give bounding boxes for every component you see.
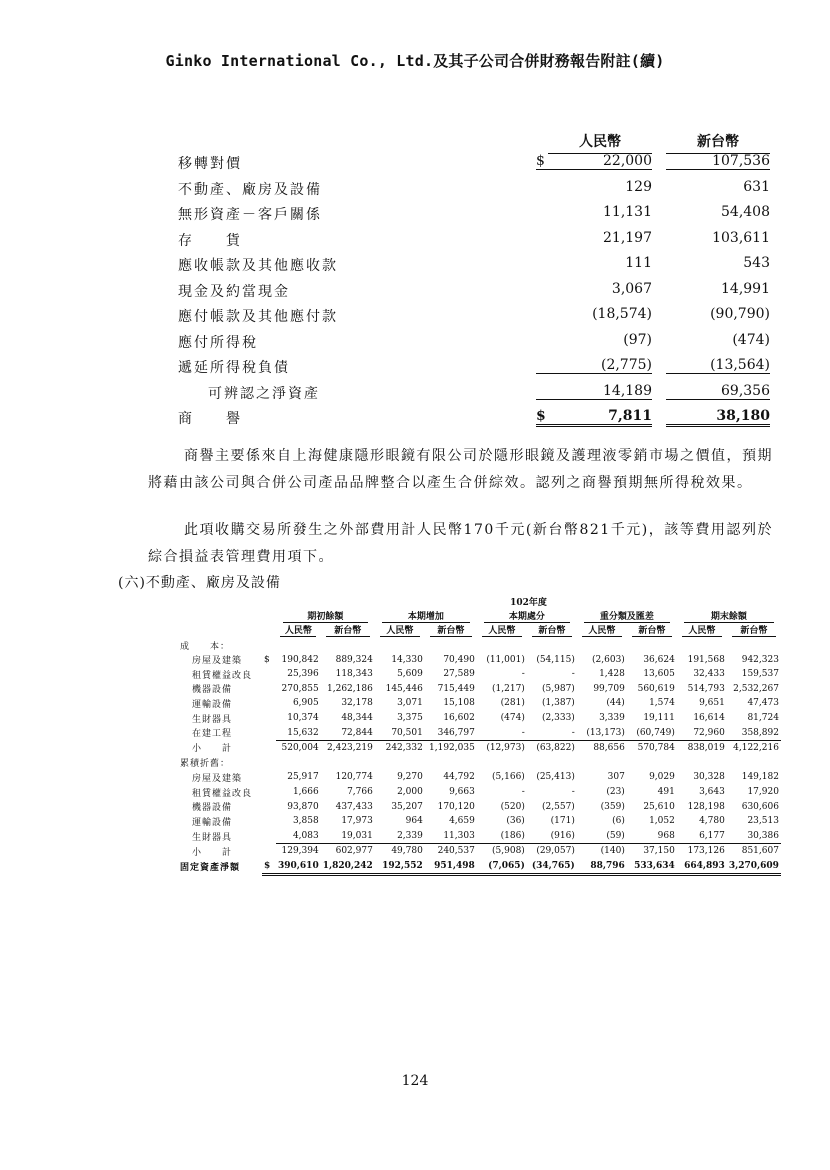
ppe-value: 88,796 (577, 859, 627, 875)
ppe-value: - (521, 669, 525, 680)
ppe-value: (359) (600, 801, 625, 812)
section-title-ppe: (六)不動產、廠房及設備 (118, 575, 281, 591)
ppe-data-row (178, 740, 781, 755)
ppe-value: 491 (657, 787, 675, 798)
ppe-value: (11,001) (486, 654, 525, 665)
ppe-value: 942,323 (741, 654, 779, 665)
ppe-value: 437,433 (335, 801, 373, 812)
acquisition-row (178, 175, 778, 201)
ppe-value: 23,513 (747, 816, 779, 827)
ppe-value: 390,610 (276, 859, 321, 875)
ppe-value: 44,792 (443, 772, 475, 783)
acquisition-row-label: 商 譽 (178, 411, 242, 427)
ppe-value: 715,449 (437, 683, 475, 694)
ppe-value: (2,333) (542, 713, 575, 724)
ppe-value: (13,173) (577, 725, 627, 740)
ppe-value: 2,423,219 (327, 743, 373, 754)
ppe-value: 17,920 (747, 787, 779, 798)
ppe-value: 13,605 (643, 669, 675, 680)
ppe-section-row (178, 756, 781, 771)
ppe-value: 49,780 (391, 846, 423, 857)
ppe-value: 48,344 (341, 713, 373, 724)
acquisition-value-rmb: (97) (623, 331, 652, 348)
ppe-row-label: 生財器具 (192, 714, 233, 725)
acquisition-value-ntd: (474) (732, 331, 770, 348)
ppe-blank-cell (262, 609, 276, 624)
ppe-data-row (178, 696, 781, 711)
acquisition-row-label: 不動產、廠房及設備 (178, 181, 322, 198)
ppe-value: 25,396 (287, 669, 319, 680)
acquisition-row (178, 404, 778, 430)
ppe-data-row (178, 799, 781, 814)
ppe-section-label: 成 本： (180, 641, 231, 652)
ppe-value: 9,029 (649, 772, 675, 783)
ppe-value: 192,552 (375, 859, 425, 875)
ppe-value: 2,532,267 (733, 683, 779, 694)
acquisition-value-ntd: 69,356 (666, 383, 770, 400)
ppe-value: 30,386 (727, 829, 781, 844)
ppe-dollar-cell (262, 711, 276, 726)
ppe-value: 3,339 (599, 713, 625, 724)
ppe-group-header (477, 609, 577, 624)
ppe-value: 30,328 (693, 772, 725, 783)
ppe-value: 10,374 (287, 713, 319, 724)
ppe-value: (59) (577, 829, 627, 844)
ppe-blank-cell (178, 594, 262, 609)
ppe-value: 4,659 (449, 816, 475, 827)
acquisition-value-ntd: 107,536 (666, 153, 770, 170)
ppe-section-label: 累積折舊： (180, 759, 231, 770)
ppe-value: 270,855 (281, 683, 319, 694)
ppe-value: 4,083 (276, 829, 321, 844)
ppe-row-label: 運輸設備 (192, 699, 233, 710)
col-header-ntd: 新台幣 (666, 131, 770, 154)
ppe-subheader (677, 623, 727, 638)
acquisition-value-ntd: 14,991 (721, 280, 770, 297)
ppe-value: (63,822) (536, 743, 575, 754)
ppe-value: 242,332 (385, 743, 423, 754)
ppe-group-header (375, 609, 477, 624)
ppe-group-label: 期初餘額 (283, 609, 368, 623)
acquisition-row-label: 無形資產－客戶關係 (178, 207, 322, 223)
ppe-dollar-cell (262, 844, 276, 859)
ppe-value: (60,749) (627, 725, 677, 740)
ppe-value: 1,262,186 (327, 683, 373, 694)
ppe-row-label: 租賃權益改良 (192, 670, 253, 681)
ppe-value: 3,270,609 (727, 859, 781, 875)
acquisition-value-rmb: 14,189 (536, 383, 652, 400)
ppe-dollar-cell (262, 725, 276, 740)
ppe-year-row (178, 594, 781, 609)
ppe-value: 664,893 (677, 859, 727, 875)
ppe-value: 37,150 (643, 846, 675, 857)
ppe-value: 72,960 (677, 725, 727, 740)
acquisition-value-ntd: (90,790) (710, 306, 770, 322)
ppe-value: 5,609 (397, 669, 423, 680)
ppe-value: 32,178 (341, 698, 373, 709)
acquisition-row (178, 328, 778, 354)
acquisition-row-label: 可辨認之淨資產 (208, 385, 320, 402)
ppe-value: 1,428 (599, 669, 625, 680)
ppe-data-row (178, 859, 781, 875)
ppe-value: (140) (600, 846, 625, 857)
ppe-subheader (527, 623, 577, 638)
ppe-value: (281) (500, 698, 525, 709)
ppe-value: 14,330 (391, 654, 423, 665)
ppe-row-label: 在建工程 (192, 729, 233, 740)
ppe-value: 630,606 (741, 801, 779, 812)
ppe-subheader-label: 人民幣 (482, 623, 522, 637)
ppe-subheader-label: 人民幣 (280, 623, 316, 637)
acquisition-row (178, 149, 778, 175)
acquisition-row (178, 251, 778, 277)
ppe-row-label: 小 計 (192, 744, 233, 755)
ppe-value: 602,977 (335, 846, 373, 857)
ppe-row-label: 小 計 (192, 847, 233, 858)
ppe-value: (186) (477, 829, 527, 844)
ppe-value: 88,656 (593, 743, 625, 754)
ppe-subheader-label: 人民幣 (682, 623, 722, 637)
ppe-value: 951,498 (425, 859, 477, 875)
ppe-data-row (178, 725, 781, 740)
acquisition-value-rmb: 11,131 (603, 204, 652, 220)
ppe-value: 70,501 (375, 725, 425, 740)
ppe-data-row (178, 814, 781, 829)
acquisition-value-rmb: 129 (625, 178, 652, 195)
ppe-value: 851,607 (741, 846, 779, 857)
ppe-value: (1,217) (492, 683, 525, 694)
ppe-value: 2,339 (375, 829, 425, 844)
ppe-dollar-cell (262, 696, 276, 711)
ppe-value: 3,643 (699, 787, 725, 798)
acquisition-value-ntd: 543 (743, 255, 770, 271)
ppe-value: 191,568 (687, 654, 725, 665)
ppe-dollar-cell (262, 667, 276, 682)
ppe-value: 560,619 (637, 683, 675, 694)
ppe-row-label: 房屋及建築 (192, 773, 243, 784)
ppe-value: 964 (405, 816, 423, 827)
ppe-value: 968 (627, 829, 677, 844)
ppe-row-label: 運輸設備 (192, 817, 233, 828)
ppe-value: - (521, 787, 525, 798)
ppe-value: 32,433 (693, 669, 725, 680)
acquisition-value-ntd: 103,611 (712, 229, 770, 246)
ppe-subheader-label: 新台幣 (532, 623, 572, 637)
ppe-value: 15,108 (443, 698, 475, 709)
ppe-dollar-cell (262, 785, 276, 800)
ppe-section-row (178, 638, 781, 653)
ppe-data-row (178, 682, 781, 697)
ppe-value: (5,987) (542, 683, 575, 694)
ppe-value: 4,122,216 (733, 743, 779, 754)
ppe-value: (12,973) (486, 743, 525, 754)
ppe-value: 9,270 (397, 772, 423, 783)
ppe-value: 838,019 (687, 743, 725, 754)
ppe-value: (171) (550, 816, 575, 827)
ppe-subheader-label: 新台幣 (430, 623, 472, 637)
acquisition-value-ntd: (13,564) (666, 357, 770, 374)
ppe-group-label: 重分類及匯差 (584, 609, 670, 623)
acquisition-row-label: 應付所得稅 (178, 334, 258, 351)
ppe-dollar-cell (262, 829, 276, 844)
ppe-row-label: 機器設備 (192, 803, 233, 814)
goodwill-paragraph: 商譽主要係來自上海健康隱形眼鏡有限公司於隱形眼鏡及護理液零銷市場之價值，預期將藉由該公司與合併公司產品品牌整合以產生合併綜效。認列之商譽預期無所得稅效果。 (148, 448, 773, 491)
ppe-group-label: 本期處分 (484, 609, 570, 623)
ppe-value: - (571, 787, 575, 798)
ppe-data-row (178, 652, 781, 667)
ppe-value: (34,765) (527, 859, 577, 875)
acquisition-row (178, 226, 778, 252)
ppe-subheader-row (178, 623, 781, 638)
ppe-row-label: 生財器具 (192, 832, 233, 843)
ppe-value: 1,666 (292, 787, 319, 798)
ppe-value: 81,724 (747, 713, 779, 724)
ppe-value: 72,844 (321, 725, 375, 740)
ppe-value: 9,663 (449, 787, 475, 798)
ppe-value: 3,858 (292, 816, 319, 827)
ppe-value: (474) (500, 713, 525, 724)
ppe-value: - (527, 725, 577, 740)
ppe-value: 149,182 (741, 772, 779, 783)
ppe-value: 240,537 (437, 846, 475, 857)
ppe-value: (7,065) (477, 859, 527, 875)
ppe-value: 129,394 (281, 846, 319, 857)
acquisition-value-rmb: 3,067 (611, 280, 652, 297)
ppe-value: 6,177 (677, 829, 727, 844)
ppe-blank-cell (262, 623, 276, 638)
ppe-value: 889,324 (335, 654, 373, 665)
acquisition-value-rmb: 22,000 (536, 153, 652, 170)
col-header-rmb: 人民幣 (548, 131, 652, 154)
ppe-data-row (178, 667, 781, 682)
acquisition-value-ntd: 38,180 (666, 408, 770, 427)
ppe-subheader-label: 新台幣 (326, 623, 370, 637)
ppe-value: 120,774 (335, 772, 373, 783)
ppe-subheader (577, 623, 627, 638)
ppe-subheader (727, 623, 781, 638)
ppe-value: (54,115) (536, 654, 575, 665)
ppe-value: 27,589 (443, 669, 475, 680)
ppe-value: 159,537 (741, 669, 779, 680)
ppe-table (178, 594, 781, 876)
ppe-value: 1,574 (649, 698, 675, 709)
ppe-data-row (178, 785, 781, 800)
ppe-dollar-cell (262, 814, 276, 829)
ppe-value: (23) (606, 787, 625, 798)
acquisition-row (178, 200, 778, 226)
acquisition-row-label: 遞延所得稅負債 (178, 360, 290, 376)
acquisition-row-label: 應付帳款及其他應付款 (178, 309, 338, 325)
acquisition-row (178, 379, 778, 405)
ppe-value: (2,603) (592, 654, 625, 665)
ppe-value: (1,387) (542, 698, 575, 709)
ppe-value: 4,780 (699, 816, 725, 827)
acquisition-row-label: 現金及約當現金 (178, 283, 290, 300)
ppe-value: 15,632 (276, 725, 321, 740)
ppe-value: 70,490 (443, 654, 475, 665)
acquisition-row (178, 302, 778, 328)
acquisition-value-ntd: 54,408 (721, 204, 770, 220)
ppe-value: (5,166) (492, 772, 525, 783)
ppe-row-label: 機器設備 (192, 685, 233, 696)
ppe-value: (2,557) (542, 801, 575, 812)
ppe-subheader (321, 623, 375, 638)
ppe-subheader-label: 新台幣 (632, 623, 672, 637)
ppe-subheader (425, 623, 477, 638)
ppe-dollar-cell: $ (264, 654, 270, 665)
acquisition-value-rmb: (18,574) (592, 306, 652, 322)
ppe-value: 1,052 (649, 816, 675, 827)
ppe-year: 102年度 (510, 597, 547, 608)
ppe-group-header (677, 609, 781, 624)
ppe-subheader (375, 623, 425, 638)
ppe-group-header (276, 609, 375, 624)
ppe-blank-cell (262, 594, 276, 609)
ppe-value: 3,071 (397, 698, 423, 709)
ppe-value: (44) (606, 698, 625, 709)
acquisition-row (178, 353, 778, 379)
ppe-value: 11,303 (425, 829, 477, 844)
acquisition-table (178, 125, 778, 430)
ppe-value: 307 (607, 772, 625, 783)
acquisition-row (178, 277, 778, 303)
ppe-dollar-cell (262, 799, 276, 814)
ppe-data-row (178, 770, 781, 785)
acquisition-value-rmb: 111 (625, 255, 652, 271)
ppe-value: 570,784 (637, 743, 675, 754)
ppe-value: 7,766 (347, 787, 373, 798)
ppe-data-row (178, 844, 781, 859)
ppe-value: 47,473 (747, 698, 779, 709)
ppe-value: (5,908) (492, 846, 525, 857)
ppe-value: 3,375 (397, 713, 423, 724)
ppe-value: 2,000 (397, 787, 423, 798)
ppe-group-header (577, 609, 677, 624)
ppe-value: 16,614 (693, 713, 725, 724)
ppe-dollar-cell (262, 682, 276, 697)
ppe-value: (916) (527, 829, 577, 844)
ppe-value: (520) (500, 801, 525, 812)
ppe-value: 1,820,242 (321, 859, 375, 875)
ppe-value: 17,973 (341, 816, 373, 827)
ppe-subheader-label: 人民幣 (582, 623, 622, 637)
acquisition-row-label: 移轉對價 (178, 156, 242, 172)
ppe-data-row (178, 829, 781, 844)
ppe-subheader (477, 623, 527, 638)
ppe-value: 99,709 (593, 683, 625, 694)
ppe-row-label: 房屋及建築 (192, 656, 243, 667)
ppe-value: (29,057) (536, 846, 575, 857)
ppe-value: 25,610 (643, 801, 675, 812)
ppe-value: 514,793 (687, 683, 725, 694)
acquisition-value-rmb: 7,811 (536, 408, 652, 427)
ppe-group-label: 本期增加 (382, 609, 470, 623)
ppe-row-label: 租賃權益改良 (192, 788, 253, 799)
acquisition-value-rmb: (2,775) (536, 357, 652, 374)
ppe-value: 1,192,035 (429, 743, 475, 754)
page-number: 124 (401, 1073, 429, 1089)
acquisition-row-label: 存 貨 (178, 232, 242, 249)
ppe-value: 19,031 (321, 829, 375, 844)
ppe-subheader (276, 623, 321, 638)
ppe-blank-cell (178, 609, 262, 624)
ppe-value: 128,198 (687, 801, 725, 812)
dollar-sign: $ (536, 153, 545, 169)
ppe-value: 170,120 (437, 801, 475, 812)
acquisition-value-ntd: 631 (743, 178, 770, 195)
ppe-dollar-cell (262, 770, 276, 785)
ppe-value: 9,651 (699, 698, 725, 709)
ppe-value: 25,917 (287, 772, 319, 783)
ppe-group-row (178, 609, 781, 624)
ppe-value: - (571, 669, 575, 680)
ppe-value: 190,842 (281, 654, 319, 665)
ppe-value: (25,413) (536, 772, 575, 783)
ppe-dollar-cell: $ (262, 859, 276, 875)
ppe-value: 35,207 (391, 801, 423, 812)
ppe-value: 36,624 (643, 654, 675, 665)
ppe-value: 520,004 (281, 743, 319, 754)
ppe-value: 145,446 (385, 683, 423, 694)
acquisition-value-rmb: 21,197 (603, 229, 652, 246)
ppe-value: 19,111 (643, 713, 675, 724)
ppe-subheader-label: 人民幣 (380, 623, 420, 637)
ppe-row-label: 固定資產淨額 (180, 863, 241, 874)
ppe-value: - (477, 725, 527, 740)
ppe-subheader-label: 新台幣 (732, 623, 776, 637)
acquisition-cost-paragraph: 此項收購交易所發生之外部費用計人民幣170千元(新台幣821千元)，該等費用認列於綜合損益表管理費用項下。 (148, 522, 773, 565)
ppe-value: 346,797 (425, 725, 477, 740)
ppe-subheader (627, 623, 677, 638)
ppe-group-label: 期末餘額 (684, 609, 774, 623)
ppe-value: 118,343 (335, 669, 373, 680)
ppe-data-row (178, 711, 781, 726)
ppe-value: 358,892 (727, 725, 781, 740)
acquisition-row-label: 應收帳款及其他應收款 (178, 258, 338, 274)
ppe-value: 173,126 (687, 846, 725, 857)
ppe-value: 93,870 (287, 801, 319, 812)
ppe-value: (36) (506, 816, 525, 827)
ppe-value: 16,602 (443, 713, 475, 724)
ppe-value: 533,634 (627, 859, 677, 875)
ppe-value: 6,905 (292, 698, 319, 709)
dollar-sign: $ (536, 408, 546, 424)
ppe-blank-cell (178, 623, 262, 638)
page-header: Ginko International Co., Ltd.及其子公司合併財務報告附註(續) (165, 52, 665, 70)
ppe-value: (6) (612, 816, 625, 827)
ppe-dollar-cell (262, 740, 276, 755)
